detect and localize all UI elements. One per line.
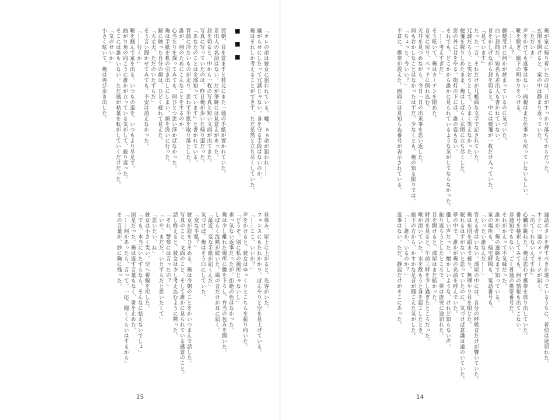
- text-line: 通話ボタンを押すべきか迷っているうちに、着信は途切れた。: [543, 212, 549, 366]
- text-line: 鏡に映った自分の顔は、ひどく疲れて見えた。: [157, 28, 163, 144]
- text-line: 誰かが、俺の連絡先まで知っている。: [494, 212, 500, 306]
- text-line: 写真のこと、文面のこと、そして誰かに見られている感覚のこと。: [179, 212, 185, 377]
- text-line: 『出てくれないんですね』: [529, 212, 535, 278]
- text-line: 「それ、警察には言ったの？」: [165, 212, 171, 289]
- text-line: 俺が家に帰り着いたのは、日がすっかり落ちてからだった。: [543, 28, 549, 177]
- text-line: 素っ気ない返事だったが、拒絶の色はなかった。: [228, 212, 234, 333]
- text-line: 時計を見ると、午前三時を少し過ぎたところだった。: [424, 212, 430, 344]
- text-line: 曲がり角の向こうに誰かが立っている気がして、振り返った。: [122, 28, 128, 182]
- text-line: 「でも、本当にいたずらなら、そんなに怯えないでしょ」: [137, 212, 143, 355]
- vertical-text-columns: [12, 212, 268, 384]
- text-line: すぐに一通のメッセージが届く。: [536, 212, 542, 295]
- text-line: 「ちょっと、今いい？」: [403, 28, 409, 89]
- text-line: その言葉が、妙に胸に残った。: [116, 212, 122, 289]
- text-line: 自室に戻り、ベッドに倒れ込む。: [424, 28, 430, 111]
- text-line: 「思いたい、ね」: [151, 212, 157, 256]
- text-line: 気づけば、俺はそう口にしていた。: [200, 212, 206, 300]
- text-line: そこには誰もいない。ただ風が枯葉を転がしていくだけだった。: [115, 28, 121, 188]
- text-line: そう言い聞かせてみても、不安は消えなかった。: [143, 28, 149, 149]
- text-line: 俺は手紙を机の引き出しにしまい、顔を洗いに行った。: [164, 28, 170, 166]
- text-line: 彼女は小さく笑い、空へ視線を戻した。: [144, 212, 150, 311]
- text-line: 「気のせいか」: [108, 28, 114, 67]
- text-line: 図星だった。俺は返す言葉もなく、箸を止めた。: [130, 212, 136, 333]
- text-line: 翌朝、目を覚ますと枕元にまた一通の手紙が置かれていた。: [220, 28, 226, 177]
- text-line: それがかえって不気味だった。: [501, 212, 507, 289]
- text-line: 「大丈夫、ただのいたずらだ」: [150, 28, 156, 105]
- text-line: 「変な手紙？」: [193, 212, 199, 251]
- text-line: 靴を脱ぎ、廊下の明かりをつける。: [515, 28, 521, 116]
- text-line: 背筋に冷たいものが走り、思わず手紙を取り落とした。: [185, 28, 191, 166]
- text-line: 話し終えると、彼女は少し考え込むように黙った。: [172, 212, 178, 339]
- text-line: 写真に写っていたのは、昨日俺が歩いた帰り道だった。: [199, 28, 205, 166]
- text-line: 「最近、変な手紙が届くんだ」: [207, 212, 213, 289]
- text-line: 白い封筒だ。宛名も差出人も書かれていない。: [494, 28, 500, 144]
- text-line: 窓の外に目をやる。街灯の下には、誰の姿もない。: [452, 28, 458, 155]
- text-line: しばらく沈黙が続いた。風の音だけが耳に届く。: [214, 212, 220, 333]
- text-line: 冗談だろう、と笑おうとして、うまく笑えなかった。: [466, 28, 472, 160]
- text-line: 眠れるはずがないと思っていたのに、気づけば意識は遠のいていた。: [459, 212, 465, 383]
- text-block-top: [292, 28, 549, 210]
- scene-break-marker: ■ ■ ■: [234, 28, 241, 61]
- text-line: 「……行くか」: [136, 28, 142, 67]
- text-line: 家の場所も、帰宅時間も、電話番号も。: [487, 212, 493, 311]
- text-block-top: [12, 28, 268, 200]
- text-line: 便箋を握りしめたまま、俺はしばらく玄関に立ち尽くした。: [459, 28, 465, 177]
- page-number: 14: [416, 394, 424, 401]
- text-line: 「オレの命は彼女に狙われている。嘘、ぁぁ命が狙われ……: [263, 28, 269, 177]
- text-line: 封を切ると、中から一枚の写真と短い文面が出てきた。: [206, 28, 212, 166]
- text-line: 玄関を開けると、家の中は静まり返っていた。: [536, 28, 542, 144]
- text-line: 郵便受けに何かが挟まっているのに気づいた。: [501, 28, 507, 144]
- text-line: 彼女が眉をひそめる。俺は今朝のことをかいつまんで話した。: [186, 212, 192, 366]
- text-line: 声をかけても返事はない。両親はまだ仕事から戻っていないらしい。: [522, 28, 528, 199]
- text-block-bottom: [12, 212, 268, 384]
- text-line: 小さく呟いて、俺は再び歩き出した。: [101, 28, 107, 122]
- page-number: 15: [136, 394, 144, 401]
- text-line: 声をかけると、彼女はゆっくりとこちらを振り向いた。: [242, 212, 248, 350]
- text-line: 振り返ろうとしたところで、夢は唐突に途切れた。: [438, 212, 444, 339]
- text-line: 『あなたのことは全部知っています』と書かれている。: [192, 28, 198, 166]
- text-line: フェンスにもたれかかり、ぼんやりと空を見上げている。: [256, 212, 262, 355]
- text-line: [227, 28, 232, 200]
- text-line: 心当たりを探ってみても、何ひとつ思い浮かばなかった。: [171, 28, 177, 171]
- vertical-text-columns: [292, 28, 549, 210]
- text-line: 優しい声だった。懐かしいような、けれど知らない声。: [445, 212, 451, 350]
- text-line: 喉が渇いていた。水を飲もうと身を起こしたとき、: [417, 212, 423, 339]
- text-line: 差出人の名前はない。だが筆跡には見覚えがあった。: [213, 28, 219, 160]
- text-line: 「……ここ、いいか？」: [249, 212, 255, 273]
- text-line: 『見ています』: [480, 28, 486, 67]
- text-line: 昼休み、屋上に上がると、先客がいた。: [263, 212, 269, 311]
- text-line: 首をかしげながら封を切ると、中には便箋が一枚だけ入っていた。: [487, 28, 493, 193]
- text-line: 嫌がらせにしたって冗談じゃない。身を守る手段はないのか。: [256, 28, 262, 182]
- text-line: 心臓が跳ねた。俺は思わず携帯を放り出していた。: [522, 212, 528, 339]
- text-line: 「……考えすぎだ」: [438, 28, 444, 78]
- text-line: 誰が、何のためにこんなことをするのか。: [178, 28, 184, 133]
- text-line: 「いったい誰なんだ……」: [480, 212, 486, 278]
- right-page: [280, 0, 560, 420]
- text-line: 返事はない。ただ、静寂だけがそこにあった。: [396, 212, 402, 328]
- text-line: そう呟いて、俺はカーテンを閉めた。: [431, 28, 437, 122]
- text-line: 非通知でもない、ごく普通の携帯番号だ。: [508, 212, 514, 317]
- text-line: 答える者はいない。部屋の中には、自分の呼吸音だけが響いていた。: [473, 212, 479, 383]
- text-line: 「……誰か、いるのか？」: [403, 212, 409, 278]
- text-line: 夢の中で、誰かが俺の名前を呼んでいた。: [452, 212, 458, 317]
- text-line: 何もおかしなことはなかったはずだ。少なくとも、俺の知る限りでは。: [410, 28, 416, 204]
- text-line: 天井を見つめながら、今日一日の出来事を思い返した。: [417, 28, 423, 166]
- text-line: 「……ん？」: [508, 28, 514, 61]
- text-line: 俺は少し離れた場所に腰を下ろし、弁当の包みを開いた。: [221, 212, 227, 355]
- text-line: 不意に、携帯が震えた。画面には見知らぬ番号が表示されている。: [396, 28, 402, 193]
- text-line: 廊下の方から、かすかな足音が聞こえた気がした。: [410, 212, 416, 339]
- text-line: 「ただいま」: [529, 28, 535, 61]
- text-line: 「いや、まだだ。いたずらだと思いたくて」: [158, 212, 164, 322]
- text-line: 「どうぞ。別に私の場所じゃないし」: [235, 212, 241, 306]
- text-line: 俺は布団を頭まで被り、無理やり目を閉じた。: [466, 212, 472, 328]
- text-line: たった一言、それだけが几帳面な文字で記されていた。: [473, 28, 479, 166]
- text-line: それでも、どこかから誰かに見られているような気がしてならなかった。: [445, 28, 451, 210]
- text-line: 「……何かあったら、言って。一応、聞くくらいはするから」: [123, 212, 129, 366]
- text-line: [242, 28, 247, 200]
- text-block-bottom: [292, 212, 548, 384]
- text-line: 番号を検索してみても、何の情報も出てこない。: [515, 212, 521, 333]
- vertical-text-columns: [12, 28, 268, 200]
- text-line: 鞄を掴んで家を出る。いつもの道を、いつもより早足で。: [129, 28, 135, 171]
- text-line: 目を開けると、部屋はまだ暗かった。: [431, 212, 437, 306]
- vertical-text-columns: [292, 212, 548, 384]
- text-line: 俺はそれしか考えることができず、ただ呆然と立ち尽くしていた。: [249, 28, 255, 193]
